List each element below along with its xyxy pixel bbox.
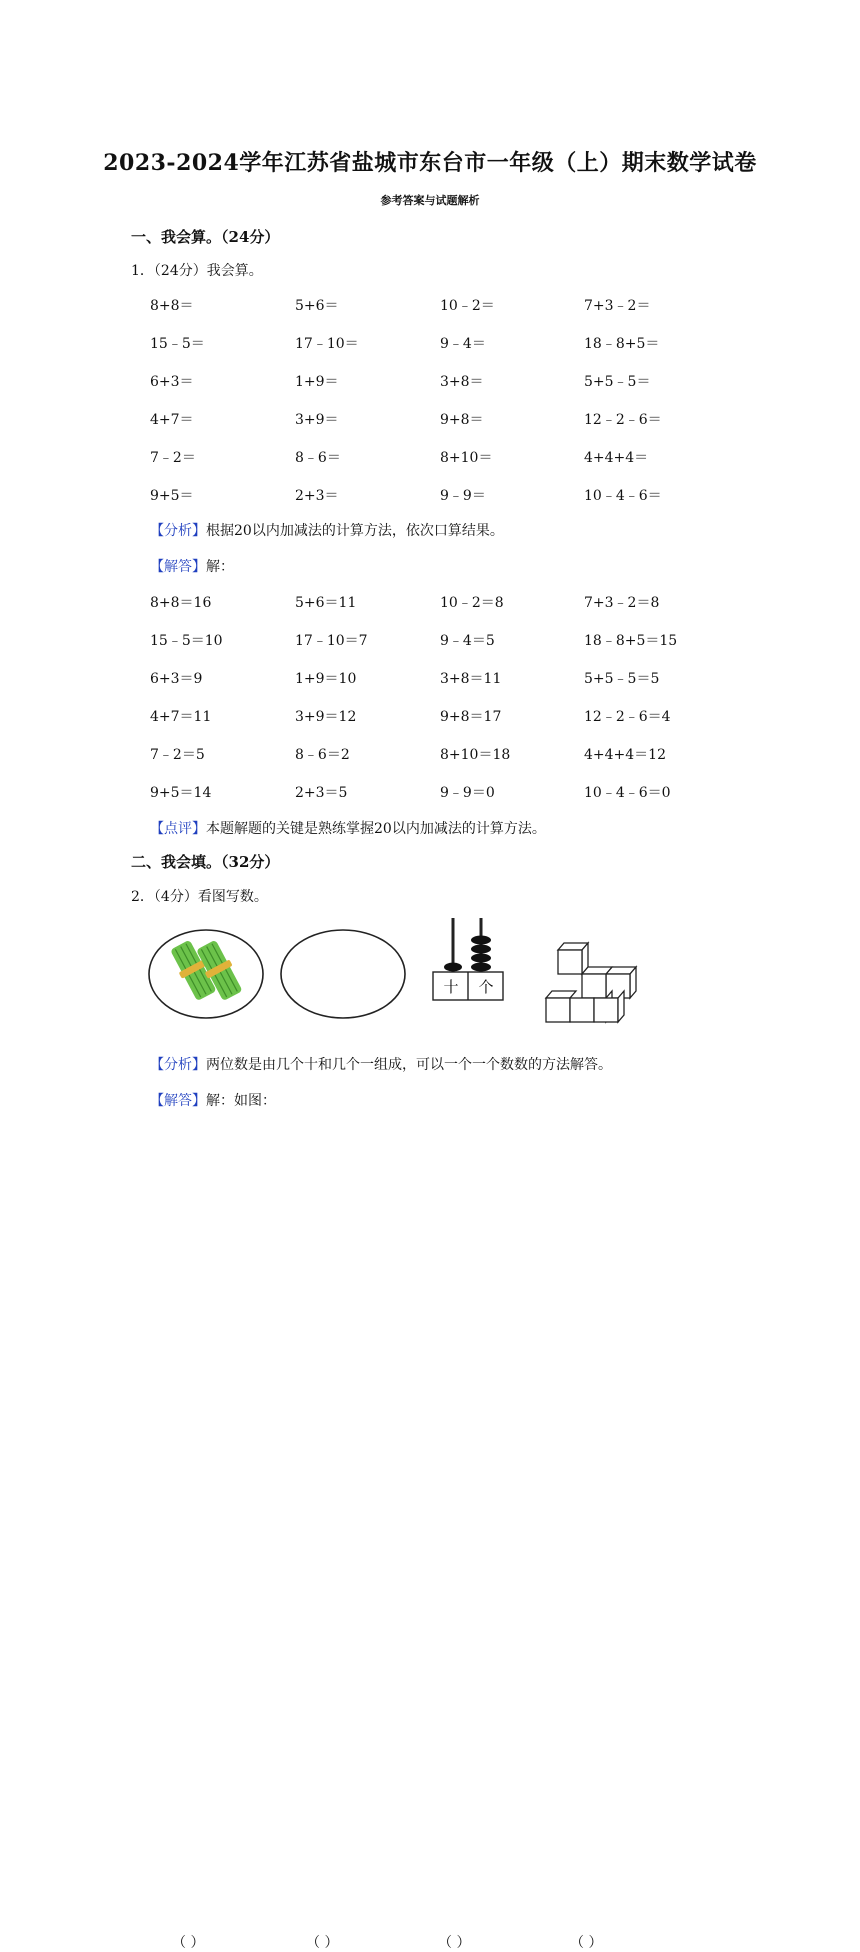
answer-blank[interactable]: （ ）: [570, 1935, 603, 1951]
comment-tag: 【点评】: [150, 821, 206, 837]
problem-item: 18﹣8+5＝: [584, 336, 660, 352]
answer-item: 5+5﹣5＝5: [584, 671, 660, 687]
problem-item: 8﹣6＝: [295, 450, 341, 466]
answer-blank[interactable]: （ ）: [306, 1935, 339, 1951]
answer-item: 9﹣9＝0: [440, 785, 495, 801]
answer-item: 17﹣10＝7: [295, 633, 368, 649]
comment-1: [150, 818, 546, 838]
problem-item: 9﹣4＝: [440, 336, 486, 352]
answer-item: 2+3＝5: [295, 785, 348, 801]
answer-row: [150, 630, 750, 668]
figures-svg: [148, 912, 648, 1044]
problem-item: 7﹣2＝: [150, 450, 196, 466]
problem-item: 15﹣5＝: [150, 336, 205, 352]
problem-row: [150, 333, 750, 371]
answer-tag: 【解答】: [150, 1093, 206, 1109]
problem-item: 10﹣2＝: [440, 298, 495, 314]
answer-item: 7﹣2＝5: [150, 747, 205, 763]
stick-bundles-figure: [149, 930, 263, 1018]
problems-grid: [150, 295, 750, 523]
answer-item: 3+9＝12: [295, 709, 357, 725]
answer-row: [150, 706, 750, 744]
problem-item: 2+3＝: [295, 488, 339, 504]
answer-item: 7+3﹣2＝8: [584, 595, 660, 611]
answer-item: 10﹣2＝8: [440, 595, 504, 611]
problem-row: [150, 409, 750, 447]
question-2: 2．（4分）看图写数。: [131, 889, 268, 905]
cubes-figure: [546, 943, 636, 1022]
problem-row: [150, 371, 750, 409]
answer-row: [150, 668, 750, 706]
answer-item: 10﹣4﹣6＝0: [584, 785, 671, 801]
problem-item: 4+7＝: [150, 412, 194, 428]
answer-item: 1+9＝10: [295, 671, 357, 687]
section-2-heading: 二、我会填。（32分）: [131, 853, 280, 871]
problem-item: 9+8＝: [440, 412, 484, 428]
analysis-text: 根据20以内加减法的计算方法，依次口算结果。: [206, 523, 504, 539]
answer-item: 12﹣2﹣6＝4: [584, 709, 671, 725]
problem-row: [150, 295, 750, 333]
analysis-text: 两位数是由几个十和几个一组成，可以一个一个数数的方法解答。: [206, 1057, 612, 1073]
problem-item: 10﹣4﹣6＝: [584, 488, 662, 504]
problem-item: 7+3﹣2＝: [584, 298, 651, 314]
answer-item: 9﹣4＝5: [440, 633, 495, 649]
abacus-tens-label: 十: [443, 978, 459, 996]
problem-item: 5+5﹣5＝: [584, 374, 651, 390]
problem-item: 6+3＝: [150, 374, 194, 390]
analysis-tag: 【分析】: [150, 1057, 206, 1073]
problem-item: 4+4+4＝: [584, 450, 649, 466]
problem-item: 3+9＝: [295, 412, 339, 428]
problem-item: 3+8＝: [440, 374, 484, 390]
answer-item: 6+3＝9: [150, 671, 203, 687]
abacus-ones-label: 个: [478, 978, 494, 996]
answer-item: 9+8＝17: [440, 709, 502, 725]
answer-item: 15﹣5＝10: [150, 633, 223, 649]
answer-text: 解：: [206, 559, 234, 575]
page-title: 2023-2024学年江苏省盐城市东台市一年级（上）期末数学试卷: [103, 150, 757, 176]
answer-item: 18﹣8+5＝15: [584, 633, 678, 649]
comment-text: 本题解题的关键是熟练掌握20以内加减法的计算方法。: [206, 821, 546, 837]
problem-item: 17﹣10＝: [295, 336, 359, 352]
answer-1: [150, 556, 234, 576]
question-1: 1．（24分）我会算。: [131, 263, 263, 279]
abacus-figure: [433, 918, 503, 1000]
answer-item: 9+5＝14: [150, 785, 212, 801]
answer-item: 8﹣6＝2: [295, 747, 350, 763]
answer-row: [150, 744, 750, 782]
problem-item: 8+8＝: [150, 298, 194, 314]
problem-row: [150, 447, 750, 485]
analysis-2: [150, 1054, 612, 1074]
answer-2: [150, 1090, 276, 1110]
answer-item: 8+8＝16: [150, 595, 212, 611]
problem-item: 8+10＝: [440, 450, 493, 466]
problem-row: [150, 485, 750, 523]
answer-item: 3+8＝11: [440, 671, 502, 687]
answer-item: 4+4+4＝12: [584, 747, 666, 763]
answer-blank[interactable]: （ ）: [438, 1935, 471, 1951]
answer-row: [150, 592, 750, 630]
problem-item: 1+9＝: [295, 374, 339, 390]
problem-item: 9+5＝: [150, 488, 194, 504]
answer-item: 4+7＝11: [150, 709, 212, 725]
empty-ellipse-figure: [281, 930, 405, 1018]
problem-item: 5+6＝: [295, 298, 339, 314]
problem-item: 9﹣9＝: [440, 488, 486, 504]
page-subtitle: 参考答案与试题解析: [380, 194, 480, 207]
answer-text: 解：如图：: [206, 1093, 276, 1109]
answer-tag: 【解答】: [150, 559, 206, 575]
answer-row: [150, 782, 750, 820]
section-1-heading: 一、我会算。（24分）: [131, 228, 280, 246]
problem-item: 12﹣2﹣6＝: [584, 412, 662, 428]
answer-blank[interactable]: （ ）: [172, 1935, 205, 1951]
analysis-1: [150, 520, 504, 540]
analysis-tag: 【分析】: [150, 523, 206, 539]
answers-grid: [150, 592, 750, 820]
answer-item: 8+10＝18: [440, 747, 511, 763]
answer-item: 5+6＝11: [295, 595, 357, 611]
